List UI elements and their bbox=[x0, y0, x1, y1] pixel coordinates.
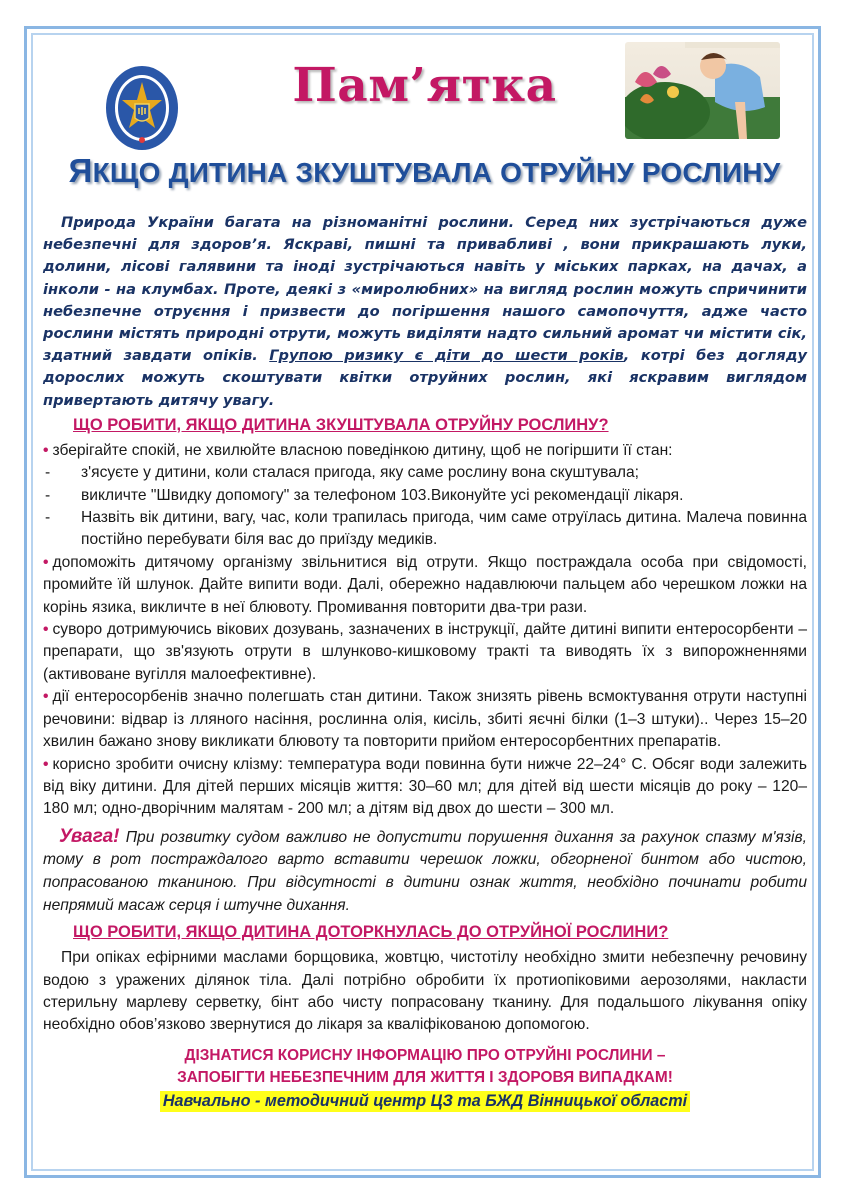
advice-item-5: • корисно зробити очисну клізму: температура води повинна бути нижче 22–24° С. Обсяг води залежить від віку дитини. Для дітей перших місяців життя: 30–60 мл; для дітей від шести місяців до року – 120–180 мл; одно-дворічним малятам - 200 мл; а дітям від двох до шести – 300 мл. bbox=[43, 755, 807, 818]
page-subtitle: ЯКЩО ДИТИНА ЗКУШТУВАЛА ОТРУЙНУ РОСЛИНУ bbox=[68, 152, 781, 189]
slogan-line-1: ДІЗНАТИСЯ КОРИСНУ ІНФОРМАЦІЮ ПРО ОТРУЙНІ РОСЛИНИ – bbox=[184, 1046, 666, 1064]
sub-item-2: - викличте "Швидку допомогу" за телефоном 103.Виконуйте усі рекомендації лікаря. bbox=[45, 486, 684, 504]
slogan-line-2: ЗАПОБІГТИ НЕБЕЗПЕЧНИМ ДЛЯ ЖИТТЯ І ЗДОРОВЯ ВИПАДКАМ! bbox=[177, 1069, 673, 1087]
bullet-icon: • bbox=[43, 755, 49, 773]
bullet-icon: • bbox=[43, 688, 49, 706]
warning-label: Увага! bbox=[59, 825, 120, 847]
heading-swallowed: ЩО РОБИТИ, ЯКЩО ДИТИНА ЗКУШТУВАЛА ОТРУЙНУ РОСЛИНУ? bbox=[73, 415, 609, 434]
advice-item-4: • дії ентеросорбенів значно полегшать стан дитини. Також знизять рівень всмоктування отрути наступні речовини: відвар із лляного насіння, рослинна олія, кисіль, збиті яєчні білки (1–3 штуки).. Через 15–20 хвилин бажано знову викликати блювоту та повторити прийом ентеросорбентних препаратів. bbox=[43, 688, 807, 751]
sub-item-3: - Назвіть вік дитини, вагу, час, коли трапилась пригода, чим саме отруїлась дитина. Малеча повинна постійно перебувати біля вас до приїзду медиків. bbox=[45, 509, 807, 549]
warning-paragraph: Увага! При розвитку судом важливо не допустити порушення дихання за рахунок спазму м'язів, тому в рот постраждалого варто вставити черешок ложки, обгорненої бинтом або чистою, попрасованою тканиною. При відсутності в дитини ознак життя, необхідно починати робити непрямий масаж серця і штучне дихання. bbox=[43, 825, 807, 914]
bullet-icon: • bbox=[43, 621, 49, 639]
advice-item-1: • зберігайте спокій, не хвилюйте власною поведінкою дитину, щоб не погіршити її стан: bbox=[43, 441, 673, 459]
child-smelling-flowers-photo bbox=[625, 42, 780, 139]
bullet-icon: • bbox=[43, 553, 49, 571]
sub-item-1: - з'ясуєте у дитини, коли сталася пригода, яку саме рослину вона скуштувала; bbox=[45, 464, 640, 482]
footer-organization: Навчально - методичний центр ЦЗ та БЖД Вінницької області bbox=[160, 1091, 690, 1112]
risk-group-text: Групою ризику є діти до шести років bbox=[269, 347, 624, 365]
heading-touched: ЩО РОБИТИ, ЯКЩО ДИТИНА ДОТОРКНУЛАСЬ ДО ОТРУЙНОЇ РОСЛИНИ? bbox=[73, 923, 669, 942]
page-title: Пам’ятка bbox=[292, 58, 557, 113]
advice-item-2: • допоможіть дитячому організму звільнитися від отрути. Якщо постраждала особа при свідомості, промийте їй шлунок. Дайте випити води. Далі, обережно надавлюючи пальцем або черешком ложки на корінь язика, викличте в неї блювоту. Промивання повторити два-три рази. bbox=[43, 553, 807, 616]
bullet-icon: • bbox=[43, 441, 49, 459]
slogan bbox=[43, 1045, 807, 1090]
intro-paragraph: Природа України багата на різноманітні рослини. Серед них зустрічаються дуже небезпечні для здоров’я. Яскраві, пишні та привабливі , вони прикрашають луки, долини, лісові галявини та іноді зустрічаються навіть у міських парках, на дачах, а інколи - на клумбах. Проте, деякі з «миролюбних» на вигляд рослин можуть спричинити небезпечне отруєння і призвести до погіршення нашого самопочуття, адже часто рослини містять природні отрути, можуть виділяти надто сильний аромат чи містити сік, здатний завдати опіків. Групою ризику є діти до шести років, котрі без догляду дорослих можуть скоштувати квітки отруйних рослин, які яскравим виглядом привертають дитячу увагу. bbox=[43, 214, 807, 409]
touch-paragraph: При опіках ефірними маслами борщовика, жовтцю, чистотілу необхідно змити небезпечну речовину водою з уражених ділянок тіла. Далі потрібно обробити їх протиопіковими аерозолями, накласти стерильну марлеву серветку, бінт або чисту попрасовану тканину. Для подальшого лікування опіку необхідно обов’язково звернутися до лікаря за кваліфікованою допомогою. bbox=[43, 949, 807, 1034]
advice-item-3: • суворо дотримуючись вікових дозувань, зазначених в інструкції, дайте дитині випити ентеросорбенти – препарати, що зв'язують отрути в шлунково-кишковому тракті та виводять їх з випорожненнями (активоване вугілля малоефективне). bbox=[43, 621, 807, 683]
leaflet-content bbox=[43, 212, 807, 1112]
